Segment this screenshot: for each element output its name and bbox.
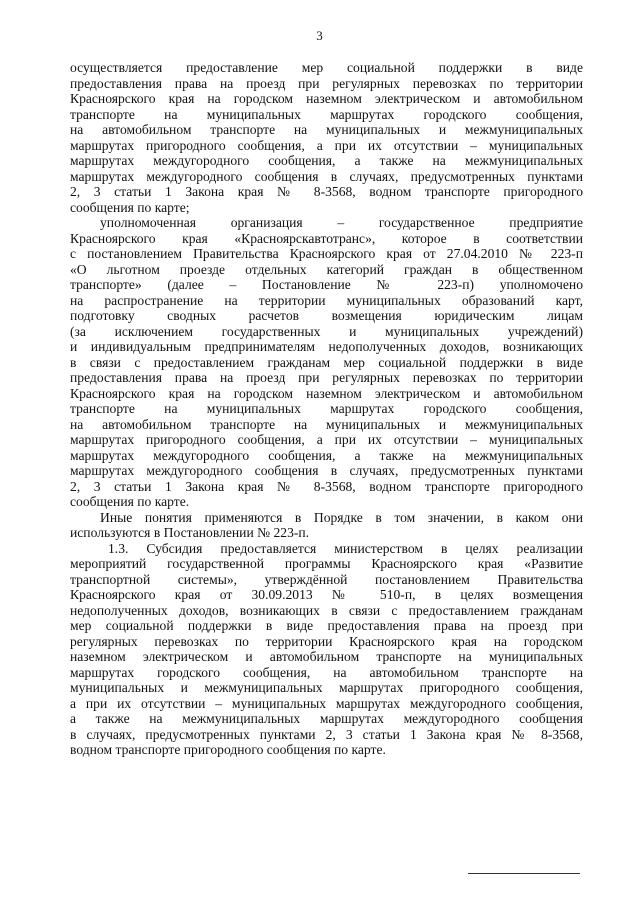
text-line: на автомобильном транспорте на муниципальных и межмуниципальных <box>70 122 583 137</box>
text-line: в связи с предоставлением гражданам мер социальной поддержки в виде <box>70 354 583 370</box>
text-line: маршрутах междугородного сообщения в случаях, предусмотренных пунктами <box>70 463 583 478</box>
text-line: Иные понятия применяются в Порядке в том значении, в каком они <box>100 509 583 525</box>
text-line: и индивидуальным предпринимателям недополученных доходов, возникающих <box>70 339 583 354</box>
text-line: мероприятий государственной программы Красноярского края «Развитие <box>70 556 583 571</box>
paragraph-p4 <box>70 541 583 758</box>
text-line: маршрутах междугородного сообщения, а также на межмуниципальных <box>70 153 583 168</box>
text-line: а при их отсутствии – муниципальных маршрутах междугородного сообщения, <box>70 695 583 711</box>
text-line: с постановлением Правительства Красноярского края от 27.04.2010 № 223-п <box>70 246 583 261</box>
paragraph-p1 <box>70 60 583 215</box>
text-line: подготовку сводных расчетов возмещения юридическим лицам <box>70 308 583 323</box>
text-line: транспорте» (далее – Постановление № 223-п) уполномочено <box>70 277 583 292</box>
text-line: 2, 3 статьи 1 Закона края № 8-3568, водном транспорте пригородного <box>70 184 583 199</box>
text-line: муниципальных и межмуниципальных маршрутах пригородного сообщения, <box>70 680 583 695</box>
text-line: а также на межмуниципальных маршрутах междугородного сообщения <box>70 711 583 726</box>
text-line: осуществляется предоставление мер социальной поддержки в виде <box>70 60 583 75</box>
text-line: 1.3. Субсидия предоставляется министерством в целях реализации <box>108 540 583 556</box>
text-line: предоставления права на проезд при регулярных перевозках по территории <box>70 370 583 385</box>
text-line: транспортной системы», утверждённой постановлением Правительства <box>70 571 583 587</box>
text-line: «О льготном проезде отдельных категорий граждан в общественном <box>70 261 583 277</box>
page-number: 3 <box>316 28 323 43</box>
text-line: Красноярского края от 30.09.2013 № 510-п, в целях возмещения <box>70 587 583 602</box>
paragraph-p3 <box>70 510 583 541</box>
text-line: сообщения по карте; <box>70 199 190 215</box>
text-line: маршрутах пригородного сообщения, а при их отсутствии – муниципальных <box>70 432 583 447</box>
text-line: предоставления права на проезд при регулярных перевозках по территории <box>70 75 583 91</box>
text-line: мер социальной поддержки в виде предоставления права на проезд при <box>70 618 583 633</box>
text-line: (за исключением государственных и муниципальных учреждений) <box>70 323 583 339</box>
document-body <box>70 60 583 758</box>
text-line: уполномоченная организация – государственное предприятие <box>100 215 583 230</box>
footer-rule <box>468 873 580 874</box>
text-line: транспорте на муниципальных маршрутах городского сообщения, <box>70 401 583 416</box>
text-line: водном транспорте пригородного сообщения по карте. <box>70 742 386 757</box>
text-line: Красноярского края на городском наземном электрическом и автомобильном <box>70 385 583 401</box>
paragraph-p2 <box>70 215 583 510</box>
text-line: недополученных доходов, возникающих в связи с предоставлением гражданам <box>70 602 583 618</box>
text-line: наземном электрическом и автомобильном транспорте на муниципальных <box>70 649 583 664</box>
text-line: транспорте на муниципальных маршрутах городского сообщения, <box>70 106 583 122</box>
text-line: Красноярского края «Красноярскавтотранс», которое в соответствии <box>70 230 583 246</box>
text-line: маршрутах городского сообщения, на автомобильном транспорте на <box>70 664 583 680</box>
text-line: в случаях, предусмотренных пунктами 2, 3 статьи 1 Закона края № 8-3568, <box>70 726 583 742</box>
text-line: маршрутах пригородного сообщения, а при их отсутствии – муниципальных <box>70 137 583 153</box>
text-line: маршрутах междугородного сообщения, а также на межмуниципальных <box>70 447 583 463</box>
text-line: Красноярского края на городском наземном электрическом и автомобильном <box>70 91 583 106</box>
text-line: на распространение на территории муниципальных образований карт, <box>70 292 583 308</box>
text-line: сообщения по карте. <box>70 494 190 509</box>
text-line: на автомобильном транспорте на муниципальных и межмуниципальных <box>70 416 583 432</box>
text-line: используются в Постановлении № 223-п. <box>70 525 310 540</box>
text-line: регулярных перевозках по территории Красноярского края на городском <box>70 633 583 649</box>
text-line: 2, 3 статьи 1 Закона края № 8-3568, водном транспорте пригородного <box>70 478 583 494</box>
text-line: маршрутах междугородного сообщения в случаях, предусмотренных пунктами <box>70 168 583 184</box>
